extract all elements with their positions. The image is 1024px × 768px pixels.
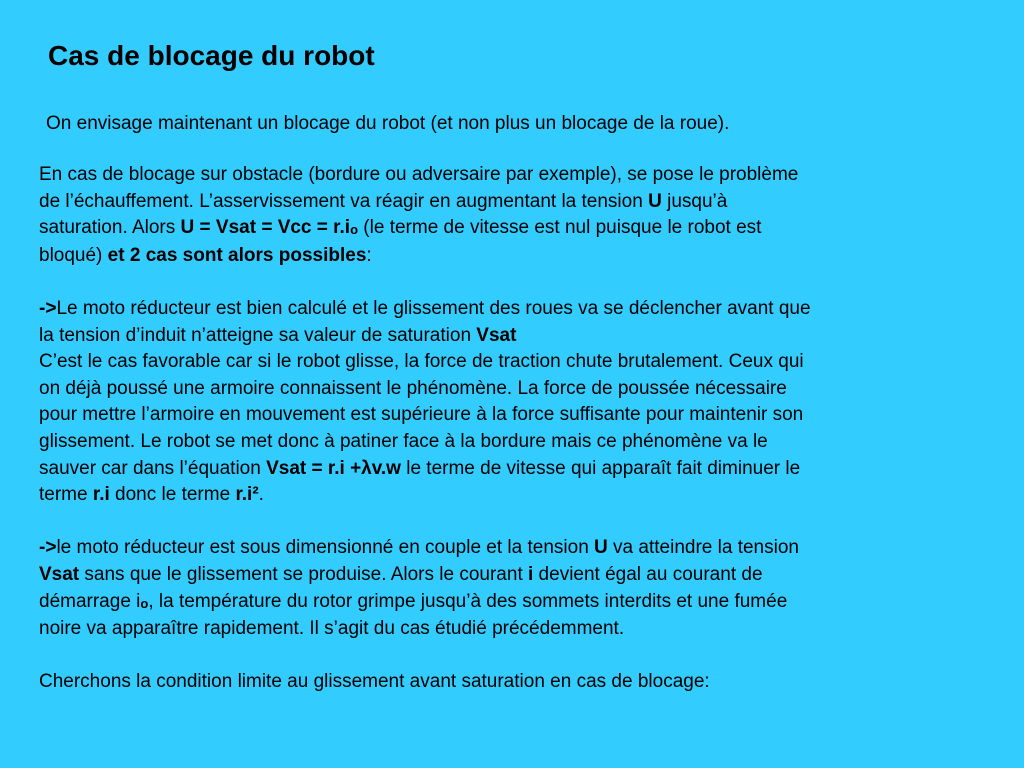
text-line: pour mettre l’armoire en mouvement est supérieure à la force suffisante pour maintenir son	[39, 404, 804, 426]
symbol-vsat: Vsat	[476, 324, 517, 346]
text-line: glissement. Le robot se met donc à patiner face à la bordure mais ce phénomène va le	[39, 430, 768, 452]
equation-saturation: U = Vsat = Vcc = r.i	[180, 217, 351, 239]
slide-title: Cas de blocage du robot	[48, 40, 375, 71]
paragraph-gap	[39, 643, 979, 670]
paragraph-case-one	[39, 296, 979, 509]
term-ri: r.i	[92, 484, 110, 506]
text-line: terme r.i donc le terme r.i².	[39, 484, 264, 506]
slide-body	[39, 162, 979, 696]
arrow-marker: ->	[39, 297, 57, 319]
equation-vsat: Vsat = r.i +λv.w	[266, 457, 401, 479]
intro-paragraph: On envisage maintenant un blocage du robot (et non plus un blocage de la roue).	[46, 113, 730, 134]
text-line: En cas de blocage sur obstacle (bordure ou adversaire par exemple), se pose le problème	[39, 164, 799, 185]
text-line: démarrage io, la température du rotor grimpe jusqu’à des sommets interdits et une fumée	[39, 590, 788, 612]
arrow-marker: ->	[39, 537, 57, 559]
paragraph-gap	[39, 269, 979, 296]
paragraph-conclusion	[39, 669, 979, 696]
text-line: sauver car dans l’équation Vsat = r.i +λv.w le terme de vitesse qui apparaît fait diminuer le	[39, 457, 801, 479]
subscript-o: o	[350, 222, 359, 238]
symbol-U: U	[594, 537, 608, 559]
two-cases-emphasis: et 2 cas sont alors possibles	[107, 244, 367, 266]
text-line: la tension d’induit n’atteigne sa valeur de saturation Vsat	[39, 324, 517, 346]
subscript-o: o	[140, 595, 149, 611]
text-line: C’est le cas favorable car si le robot glisse, la force de traction chute brutalement. Ceux qui	[39, 351, 804, 373]
paragraph-gap	[39, 509, 979, 536]
symbol-U: U	[648, 190, 662, 212]
symbol-i: i	[528, 563, 534, 585]
text-line: ->Le moto réducteur est bien calculé et le glissement des roues va se déclencher avant que	[39, 297, 811, 319]
text-line: ->le moto réducteur est sous dimensionné en couple et la tension U va atteindre la tension	[39, 537, 799, 559]
term-ri-squared: r.i²	[235, 484, 259, 506]
paragraph-blocking-problem	[39, 162, 979, 269]
text-line: saturation. Alors U = Vsat = Vcc = r.io (le terme de vitesse est nul puisque le robot est	[39, 217, 762, 239]
text-line: noire va apparaître rapidement. Il s’agit du cas étudié précédemment.	[39, 618, 625, 640]
paragraph-case-two	[39, 535, 979, 642]
text-line: Cherchons la condition limite au glissement avant saturation en cas de blocage:	[39, 671, 710, 693]
symbol-vsat: Vsat	[39, 563, 80, 585]
text-line: de l’échauffement. L’asservissement va réagir en augmentant la tension U jusqu’à	[39, 190, 728, 212]
text-line: on déjà poussé une armoire connaissent le phénomène. La force de poussée nécessaire	[39, 377, 787, 399]
text-line: bloqué) et 2 cas sont alors possibles:	[39, 244, 372, 266]
text-line: Vsat sans que le glissement se produise. Alors le courant i devient égal au courant de	[39, 563, 763, 585]
